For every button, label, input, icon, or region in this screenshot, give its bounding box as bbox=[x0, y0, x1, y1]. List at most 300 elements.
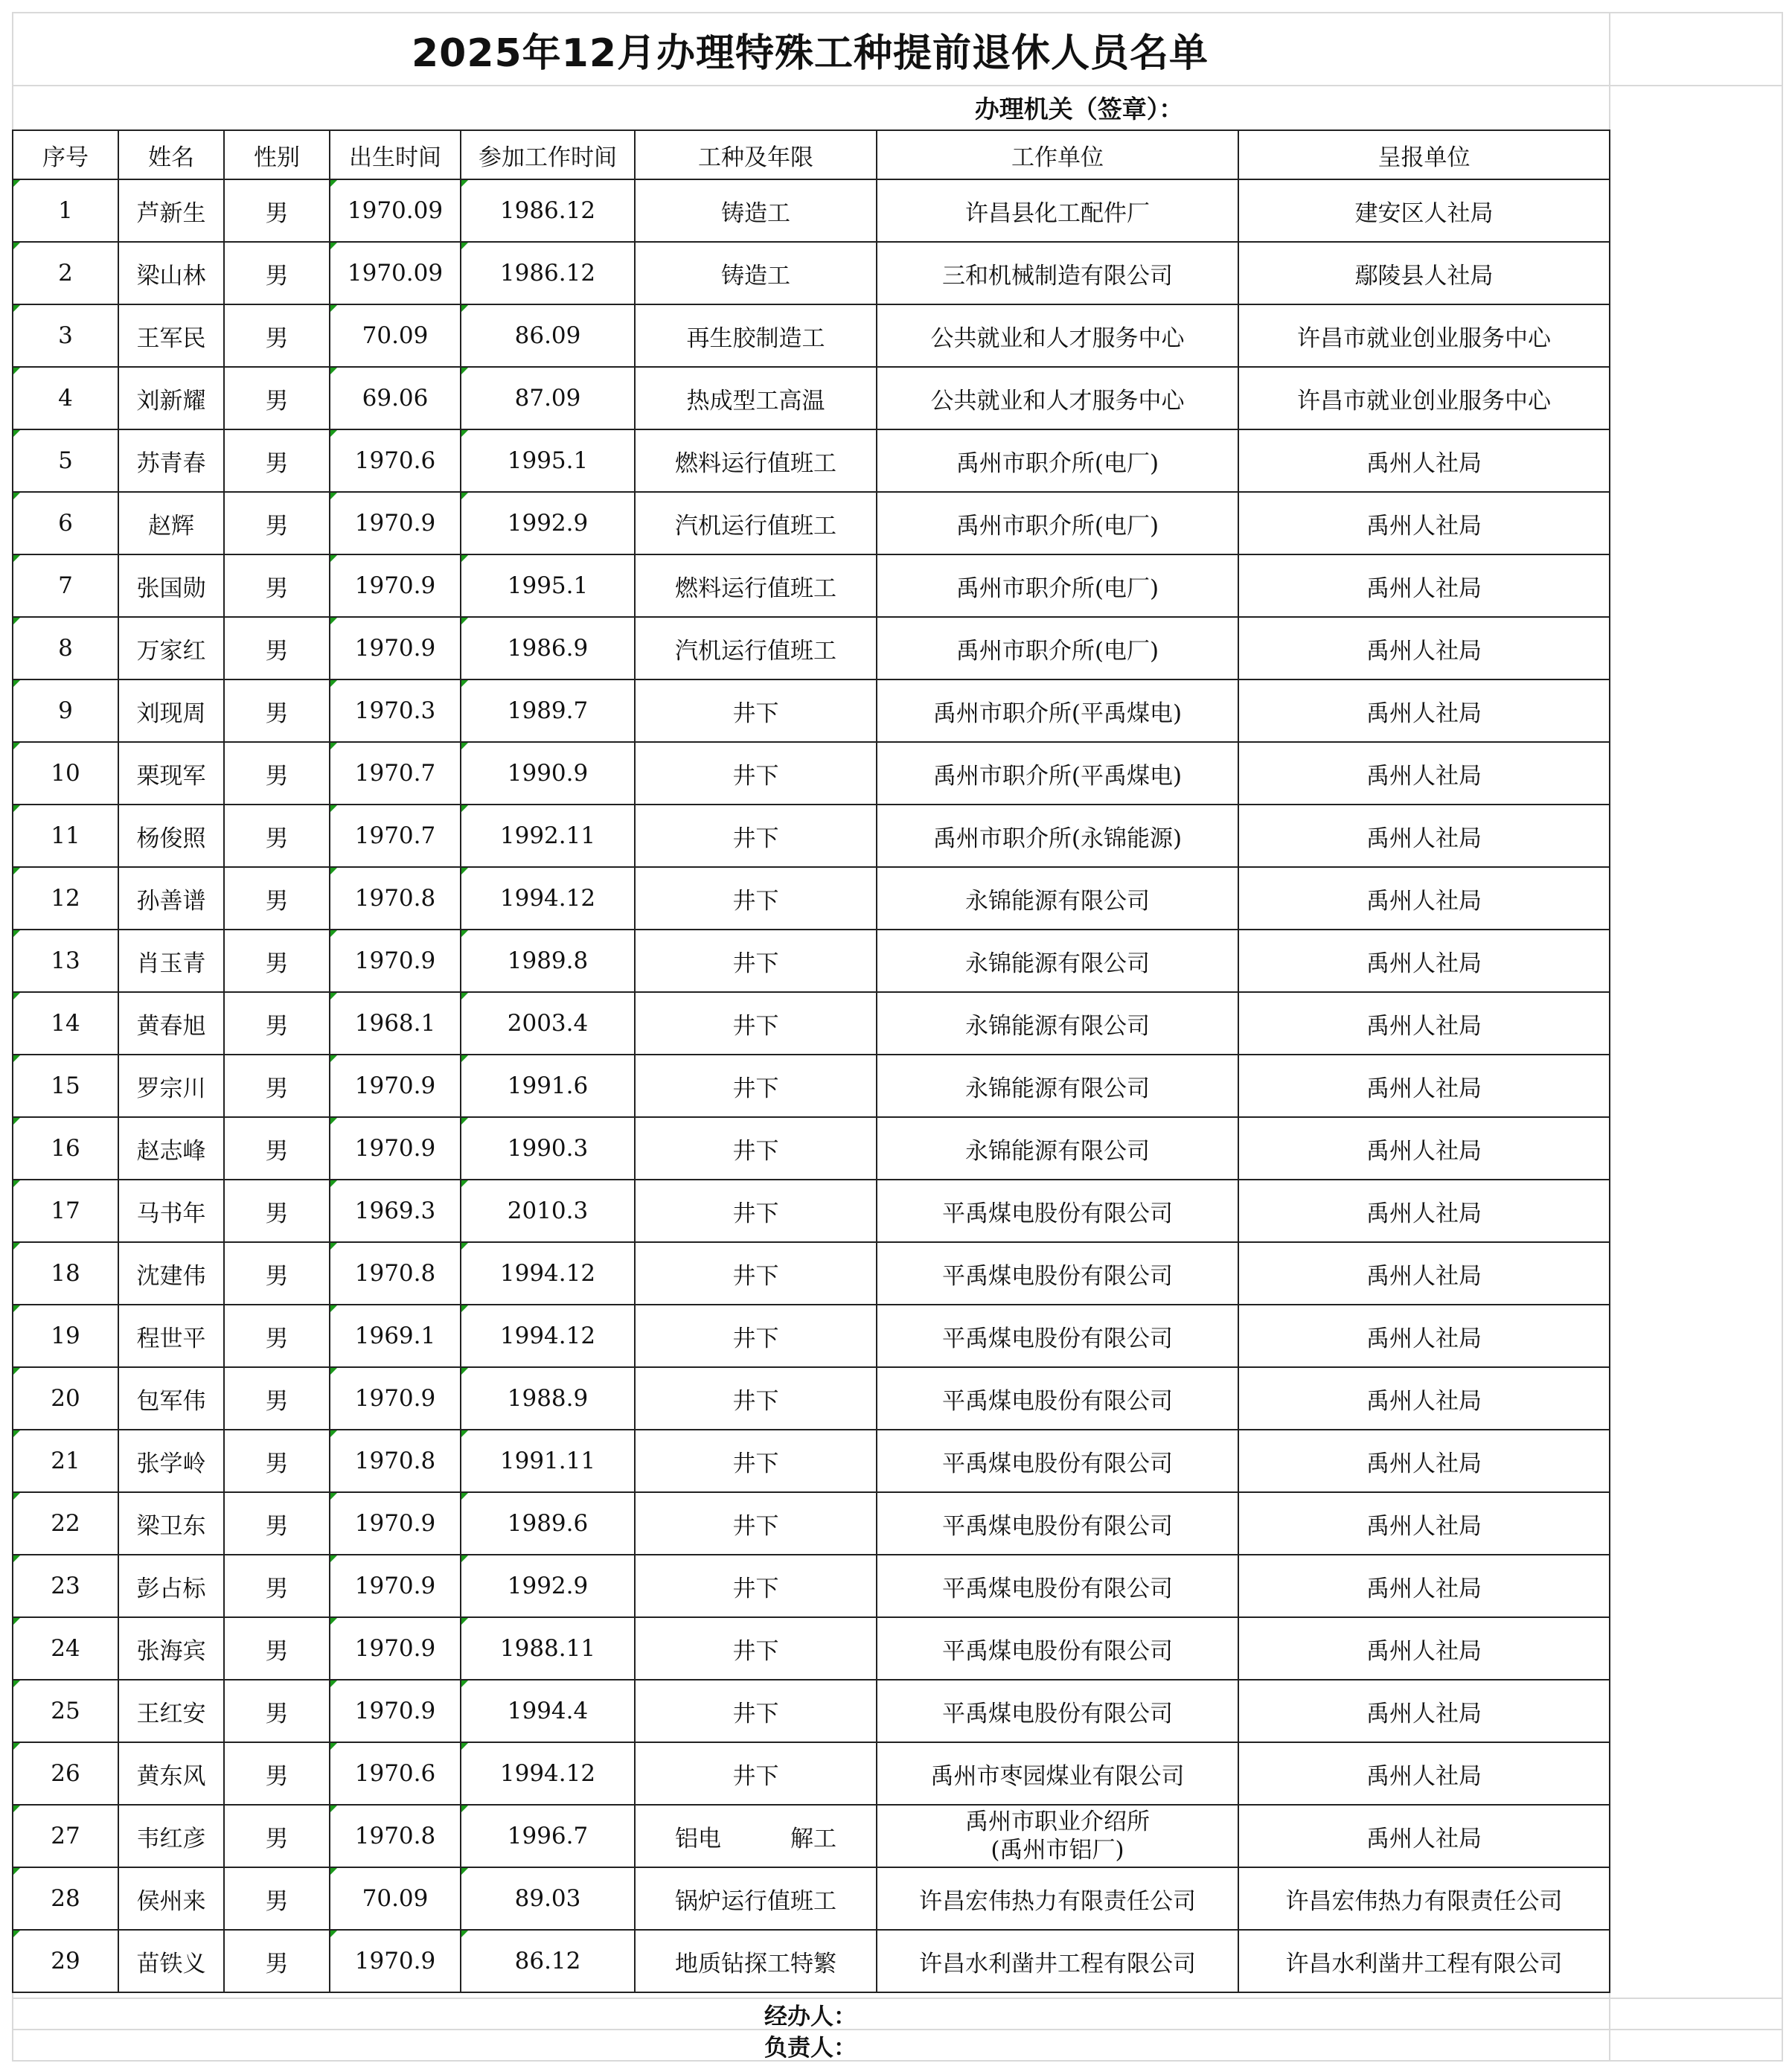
cell-marker-icon bbox=[330, 1743, 337, 1750]
cell-name: 黄春旭 bbox=[118, 992, 224, 1055]
cell-birth: 1970.9 bbox=[330, 1680, 461, 1742]
cell-gender: 男 bbox=[224, 367, 330, 429]
cell-marker-icon bbox=[461, 993, 468, 1000]
cell-birth: 1969.3 bbox=[330, 1180, 461, 1242]
cell-index: 17 bbox=[13, 1180, 118, 1242]
cell-birth: 1970.8 bbox=[330, 1242, 461, 1305]
cell-name: 刘现周 bbox=[118, 679, 224, 742]
cell-birth: 1970.9 bbox=[330, 1492, 461, 1555]
cell-marker-icon bbox=[461, 868, 468, 874]
cell-name: 包军伟 bbox=[118, 1367, 224, 1430]
cell-work-start: 86.12 bbox=[461, 1930, 635, 1992]
cell-marker-icon bbox=[330, 1931, 337, 1937]
table-row bbox=[13, 992, 1610, 1055]
cell-name: 万家红 bbox=[118, 617, 224, 679]
cell-marker-icon bbox=[461, 1555, 468, 1562]
cell-index: 16 bbox=[13, 1117, 118, 1180]
cell-work-start: 1989.6 bbox=[461, 1492, 635, 1555]
table-row bbox=[13, 1930, 1610, 1992]
table-row bbox=[13, 1617, 1610, 1680]
cell-marker-icon bbox=[330, 1555, 337, 1562]
cell-marker-icon bbox=[461, 1180, 468, 1187]
cell-birth: 1970.9 bbox=[330, 1367, 461, 1430]
cell-marker-icon bbox=[13, 305, 20, 312]
cell-marker-icon bbox=[330, 180, 337, 187]
handler-label: 经办人： bbox=[764, 2003, 857, 2030]
cell-gender: 男 bbox=[224, 242, 330, 304]
cell-gender: 男 bbox=[224, 1867, 330, 1930]
cell-marker-icon bbox=[330, 868, 337, 874]
cell-marker-icon bbox=[461, 930, 468, 937]
cell-index: 25 bbox=[13, 1680, 118, 1742]
cell-report-unit: 禹州人社局 bbox=[1238, 1305, 1610, 1367]
table-row bbox=[13, 492, 1610, 554]
cell-marker-icon bbox=[13, 368, 20, 374]
cell-marker-icon bbox=[461, 430, 468, 437]
cell-marker-icon bbox=[13, 1680, 20, 1687]
cell-name: 程世平 bbox=[118, 1305, 224, 1367]
cell-gender: 男 bbox=[224, 1680, 330, 1742]
cell-name: 赵志峰 bbox=[118, 1117, 224, 1180]
table-row bbox=[13, 1055, 1610, 1117]
cell-name: 侯州来 bbox=[118, 1867, 224, 1930]
cell-name: 杨俊照 bbox=[118, 805, 224, 867]
cell-marker-icon bbox=[13, 1806, 20, 1812]
cell-work-unit: 平禹煤电股份有限公司 bbox=[877, 1492, 1238, 1555]
cell-job-type: 铝电 解工 bbox=[635, 1805, 877, 1867]
cell-job-type: 汽机运行值班工 bbox=[635, 617, 877, 679]
cell-marker-icon bbox=[330, 1368, 337, 1375]
cell-index: 26 bbox=[13, 1742, 118, 1805]
cell-gender: 男 bbox=[224, 930, 330, 992]
cell-marker-icon bbox=[13, 1868, 20, 1875]
cell-job-type: 燃料运行值班工 bbox=[635, 429, 877, 492]
cell-gender: 男 bbox=[224, 1492, 330, 1555]
table-row bbox=[13, 805, 1610, 867]
cell-marker-icon bbox=[461, 1243, 468, 1250]
cell-index: 5 bbox=[13, 429, 118, 492]
cell-birth: 1970.9 bbox=[330, 1930, 461, 1992]
cell-index: 21 bbox=[13, 1430, 118, 1492]
cell-report-unit: 禹州人社局 bbox=[1238, 742, 1610, 805]
cell-work-unit: 永锦能源有限公司 bbox=[877, 992, 1238, 1055]
cell-work-unit: 禹州市职业介绍所 (禹州市铝厂) bbox=[877, 1805, 1238, 1867]
cell-birth: 1970.7 bbox=[330, 805, 461, 867]
table-header-row bbox=[13, 130, 1610, 179]
cell-report-unit: 禹州人社局 bbox=[1238, 617, 1610, 679]
cell-job-type: 井下 bbox=[635, 1305, 877, 1367]
cell-gender: 男 bbox=[224, 805, 330, 867]
cell-marker-icon bbox=[13, 1368, 20, 1375]
table-row bbox=[13, 554, 1610, 617]
cell-job-type: 热成型工高温 bbox=[635, 367, 877, 429]
cell-marker-icon bbox=[13, 868, 20, 874]
cell-work-unit: 平禹煤电股份有限公司 bbox=[877, 1555, 1238, 1617]
cell-work-start: 1990.9 bbox=[461, 742, 635, 805]
table-row bbox=[13, 1805, 1610, 1867]
table-row bbox=[13, 1180, 1610, 1242]
cell-birth: 1970.6 bbox=[330, 1742, 461, 1805]
cell-marker-icon bbox=[330, 555, 337, 562]
cell-marker-icon bbox=[13, 805, 20, 812]
cell-work-unit: 禹州市职介所(电厂) bbox=[877, 617, 1238, 679]
cell-job-type: 燃料运行值班工 bbox=[635, 554, 877, 617]
cell-work-unit: 许昌县化工配件厂 bbox=[877, 179, 1238, 242]
cell-work-unit: 平禹煤电股份有限公司 bbox=[877, 1430, 1238, 1492]
cell-marker-icon bbox=[461, 618, 468, 624]
column-header: 出生时间 bbox=[330, 130, 461, 179]
cell-index: 20 bbox=[13, 1367, 118, 1430]
cell-work-start: 1986.9 bbox=[461, 617, 635, 679]
cell-work-start: 1990.3 bbox=[461, 1117, 635, 1180]
cell-report-unit: 禹州人社局 bbox=[1238, 492, 1610, 554]
cell-gender: 男 bbox=[224, 1367, 330, 1430]
cell-work-start: 1994.12 bbox=[461, 1242, 635, 1305]
cell-job-type: 铸造工 bbox=[635, 179, 877, 242]
cell-marker-icon bbox=[13, 743, 20, 749]
grid-line bbox=[12, 2060, 1783, 2062]
cell-work-unit: 禹州市枣园煤业有限公司 bbox=[877, 1742, 1238, 1805]
cell-report-unit: 禹州人社局 bbox=[1238, 805, 1610, 867]
cell-index: 3 bbox=[13, 304, 118, 367]
cell-index: 1 bbox=[13, 179, 118, 242]
cell-report-unit: 禹州人社局 bbox=[1238, 1805, 1610, 1867]
cell-marker-icon bbox=[330, 493, 337, 499]
cell-work-start: 1994.4 bbox=[461, 1680, 635, 1742]
cell-name: 张学岭 bbox=[118, 1430, 224, 1492]
cell-marker-icon bbox=[330, 743, 337, 749]
cell-index: 8 bbox=[13, 617, 118, 679]
cell-index: 18 bbox=[13, 1242, 118, 1305]
cell-job-type: 井下 bbox=[635, 930, 877, 992]
cell-work-start: 1992.11 bbox=[461, 805, 635, 867]
cell-name: 彭占标 bbox=[118, 1555, 224, 1617]
cell-marker-icon bbox=[13, 243, 20, 249]
cell-marker-icon bbox=[461, 1868, 468, 1875]
cell-gender: 男 bbox=[224, 1180, 330, 1242]
cell-marker-icon bbox=[330, 1806, 337, 1812]
cell-marker-icon bbox=[461, 1493, 468, 1500]
cell-gender: 男 bbox=[224, 1242, 330, 1305]
cell-index: 11 bbox=[13, 805, 118, 867]
cell-job-type: 井下 bbox=[635, 1555, 877, 1617]
cell-work-unit: 公共就业和人才服务中心 bbox=[877, 367, 1238, 429]
cell-birth: 1970.9 bbox=[330, 1055, 461, 1117]
cell-marker-icon bbox=[461, 1305, 468, 1312]
cell-work-start: 1986.12 bbox=[461, 179, 635, 242]
cell-work-unit: 平禹煤电股份有限公司 bbox=[877, 1305, 1238, 1367]
cell-marker-icon bbox=[13, 1180, 20, 1187]
cell-work-start: 1994.12 bbox=[461, 1305, 635, 1367]
cell-marker-icon bbox=[461, 743, 468, 749]
cell-report-unit: 禹州人社局 bbox=[1238, 1680, 1610, 1742]
cell-job-type: 井下 bbox=[635, 1055, 877, 1117]
cell-work-start: 2003.4 bbox=[461, 992, 635, 1055]
table-row bbox=[13, 1742, 1610, 1805]
cell-index: 9 bbox=[13, 679, 118, 742]
cell-name: 梁山林 bbox=[118, 242, 224, 304]
cell-name: 张海宾 bbox=[118, 1617, 224, 1680]
cell-job-type: 井下 bbox=[635, 1492, 877, 1555]
column-header: 呈报单位 bbox=[1238, 130, 1610, 179]
cell-marker-icon bbox=[13, 680, 20, 687]
cell-marker-icon bbox=[330, 680, 337, 687]
cell-job-type: 井下 bbox=[635, 867, 877, 930]
cell-marker-icon bbox=[330, 1680, 337, 1687]
cell-marker-icon bbox=[330, 930, 337, 937]
cell-work-unit: 平禹煤电股份有限公司 bbox=[877, 1617, 1238, 1680]
cell-index: 24 bbox=[13, 1617, 118, 1680]
cell-name: 王军民 bbox=[118, 304, 224, 367]
cell-marker-icon bbox=[13, 618, 20, 624]
cell-name: 芦新生 bbox=[118, 179, 224, 242]
cell-job-type: 井下 bbox=[635, 1367, 877, 1430]
table-row bbox=[13, 1117, 1610, 1180]
cell-marker-icon bbox=[330, 1055, 337, 1062]
cell-work-unit: 许昌宏伟热力有限责任公司 bbox=[877, 1867, 1238, 1930]
cell-work-start: 1992.9 bbox=[461, 1555, 635, 1617]
cell-work-unit: 平禹煤电股份有限公司 bbox=[877, 1680, 1238, 1742]
cell-marker-icon bbox=[330, 430, 337, 437]
cell-index: 2 bbox=[13, 242, 118, 304]
cell-name: 梁卫东 bbox=[118, 1492, 224, 1555]
cell-index: 22 bbox=[13, 1492, 118, 1555]
cell-marker-icon bbox=[13, 493, 20, 499]
cell-marker-icon bbox=[13, 1118, 20, 1125]
cell-name: 栗现军 bbox=[118, 742, 224, 805]
cell-work-start: 1986.12 bbox=[461, 242, 635, 304]
table-row bbox=[13, 429, 1610, 492]
cell-report-unit: 禹州人社局 bbox=[1238, 1180, 1610, 1242]
cell-marker-icon bbox=[13, 555, 20, 562]
cell-name: 赵辉 bbox=[118, 492, 224, 554]
cell-marker-icon bbox=[461, 1680, 468, 1687]
table-row bbox=[13, 679, 1610, 742]
cell-index: 7 bbox=[13, 554, 118, 617]
cell-gender: 男 bbox=[224, 1055, 330, 1117]
cell-job-type: 井下 bbox=[635, 1617, 877, 1680]
cell-marker-icon bbox=[461, 805, 468, 812]
table-row bbox=[13, 930, 1610, 992]
cell-marker-icon bbox=[330, 1868, 337, 1875]
cell-marker-icon bbox=[461, 243, 468, 249]
cell-work-unit: 公共就业和人才服务中心 bbox=[877, 304, 1238, 367]
cell-index: 28 bbox=[13, 1867, 118, 1930]
cell-birth: 70.09 bbox=[330, 1867, 461, 1930]
cell-birth: 70.09 bbox=[330, 304, 461, 367]
cell-work-unit: 禹州市职介所(永锦能源) bbox=[877, 805, 1238, 867]
cell-index: 12 bbox=[13, 867, 118, 930]
cell-work-start: 1996.7 bbox=[461, 1805, 635, 1867]
cell-report-unit: 许昌水利凿井工程有限公司 bbox=[1238, 1930, 1610, 1992]
cell-marker-icon bbox=[330, 618, 337, 624]
cell-marker-icon bbox=[13, 1743, 20, 1750]
cell-job-type: 井下 bbox=[635, 1242, 877, 1305]
cell-report-unit: 禹州人社局 bbox=[1238, 1242, 1610, 1305]
cell-work-start: 1995.1 bbox=[461, 554, 635, 617]
cell-job-type: 井下 bbox=[635, 1430, 877, 1492]
cell-work-unit: 三和机械制造有限公司 bbox=[877, 242, 1238, 304]
column-header: 参加工作时间 bbox=[461, 130, 635, 179]
cell-index: 15 bbox=[13, 1055, 118, 1117]
cell-marker-icon bbox=[13, 1555, 20, 1562]
table-row bbox=[13, 1430, 1610, 1492]
cell-job-type: 铸造工 bbox=[635, 242, 877, 304]
cell-job-type: 地质钻探工特繁 bbox=[635, 1930, 877, 1992]
cell-marker-icon bbox=[330, 993, 337, 1000]
cell-index: 4 bbox=[13, 367, 118, 429]
page-title: 2025年12月办理特殊工种提前退休人员名单 bbox=[411, 31, 1209, 76]
cell-birth: 1970.09 bbox=[330, 179, 461, 242]
cell-report-unit: 禹州人社局 bbox=[1238, 429, 1610, 492]
table-row bbox=[13, 742, 1610, 805]
column-header: 工种及年限 bbox=[635, 130, 877, 179]
cell-gender: 男 bbox=[224, 617, 330, 679]
cell-work-start: 1988.11 bbox=[461, 1617, 635, 1680]
cell-marker-icon bbox=[330, 1305, 337, 1312]
cell-birth: 69.06 bbox=[330, 367, 461, 429]
cell-job-type: 井下 bbox=[635, 1680, 877, 1742]
cell-index: 19 bbox=[13, 1305, 118, 1367]
cell-work-start: 1991.6 bbox=[461, 1055, 635, 1117]
cell-marker-icon bbox=[461, 305, 468, 312]
cell-name: 黄东风 bbox=[118, 1742, 224, 1805]
table-row bbox=[13, 1367, 1610, 1430]
cell-birth: 1970.9 bbox=[330, 1117, 461, 1180]
cell-birth: 1970.8 bbox=[330, 1805, 461, 1867]
cell-work-start: 1992.9 bbox=[461, 492, 635, 554]
cell-job-type: 井下 bbox=[635, 679, 877, 742]
table-row bbox=[13, 1242, 1610, 1305]
cell-work-start: 1988.9 bbox=[461, 1367, 635, 1430]
cell-name: 张国勋 bbox=[118, 554, 224, 617]
cell-work-unit: 禹州市职介所(电厂) bbox=[877, 429, 1238, 492]
cell-birth: 1969.1 bbox=[330, 1305, 461, 1367]
cell-name: 王红安 bbox=[118, 1680, 224, 1742]
cell-marker-icon bbox=[13, 1055, 20, 1062]
cell-birth: 1970.9 bbox=[330, 617, 461, 679]
cell-job-type: 汽机运行值班工 bbox=[635, 492, 877, 554]
cell-work-unit: 禹州市职介所(平禹煤电) bbox=[877, 679, 1238, 742]
cell-report-unit: 禹州人社局 bbox=[1238, 992, 1610, 1055]
cell-job-type: 再生胶制造工 bbox=[635, 304, 877, 367]
cell-name: 马书年 bbox=[118, 1180, 224, 1242]
cell-birth: 1970.09 bbox=[330, 242, 461, 304]
cell-gender: 男 bbox=[224, 679, 330, 742]
cell-index: 14 bbox=[13, 992, 118, 1055]
cell-work-unit: 平禹煤电股份有限公司 bbox=[877, 1367, 1238, 1430]
cell-birth: 1970.9 bbox=[330, 930, 461, 992]
cell-work-start: 89.03 bbox=[461, 1867, 635, 1930]
cell-report-unit: 禹州人社局 bbox=[1238, 930, 1610, 992]
table-row bbox=[13, 304, 1610, 367]
cell-work-unit: 许昌水利凿井工程有限公司 bbox=[877, 1930, 1238, 1992]
cell-birth: 1970.9 bbox=[330, 492, 461, 554]
cell-work-start: 1994.12 bbox=[461, 1742, 635, 1805]
cell-job-type: 锅炉运行值班工 bbox=[635, 1867, 877, 1930]
cell-index: 10 bbox=[13, 742, 118, 805]
cell-marker-icon bbox=[461, 368, 468, 374]
cell-marker-icon bbox=[461, 1430, 468, 1437]
cell-work-start: 87.09 bbox=[461, 367, 635, 429]
cell-index: 27 bbox=[13, 1805, 118, 1867]
cell-index: 23 bbox=[13, 1555, 118, 1617]
retiree-table bbox=[12, 129, 1610, 1993]
cell-birth: 1970.9 bbox=[330, 554, 461, 617]
cell-job-type: 井下 bbox=[635, 742, 877, 805]
column-header: 工作单位 bbox=[877, 130, 1238, 179]
cell-index: 6 bbox=[13, 492, 118, 554]
cell-report-unit: 禹州人社局 bbox=[1238, 1055, 1610, 1117]
cell-birth: 1970.8 bbox=[330, 867, 461, 930]
cell-birth: 1970.3 bbox=[330, 679, 461, 742]
cell-report-unit: 许昌市就业创业服务中心 bbox=[1238, 304, 1610, 367]
cell-marker-icon bbox=[330, 305, 337, 312]
cell-marker-icon bbox=[13, 180, 20, 187]
column-header: 序号 bbox=[13, 130, 118, 179]
cell-birth: 1970.9 bbox=[330, 1555, 461, 1617]
cell-report-unit: 禹州人社局 bbox=[1238, 554, 1610, 617]
cell-marker-icon bbox=[13, 430, 20, 437]
cell-job-type: 井下 bbox=[635, 1117, 877, 1180]
cell-gender: 男 bbox=[224, 992, 330, 1055]
cell-gender: 男 bbox=[224, 1930, 330, 1992]
cell-report-unit: 禹州人社局 bbox=[1238, 1617, 1610, 1680]
cell-report-unit: 鄢陵县人社局 bbox=[1238, 242, 1610, 304]
cell-marker-icon bbox=[461, 1931, 468, 1937]
cell-gender: 男 bbox=[224, 1117, 330, 1180]
table-row bbox=[13, 1305, 1610, 1367]
cell-birth: 1970.6 bbox=[330, 429, 461, 492]
cell-work-unit: 平禹煤电股份有限公司 bbox=[877, 1242, 1238, 1305]
cell-marker-icon bbox=[330, 1180, 337, 1187]
cell-marker-icon bbox=[330, 243, 337, 249]
cell-work-unit: 禹州市职介所(电厂) bbox=[877, 492, 1238, 554]
table-row bbox=[13, 242, 1610, 304]
column-header: 性别 bbox=[224, 130, 330, 179]
cell-marker-icon bbox=[461, 1618, 468, 1625]
cell-report-unit: 许昌宏伟热力有限责任公司 bbox=[1238, 1867, 1610, 1930]
cell-marker-icon bbox=[330, 1118, 337, 1125]
table-row bbox=[13, 367, 1610, 429]
cell-marker-icon bbox=[330, 1618, 337, 1625]
table-row bbox=[13, 1492, 1610, 1555]
cell-report-unit: 禹州人社局 bbox=[1238, 1367, 1610, 1430]
responsible-label: 负责人： bbox=[764, 2034, 857, 2062]
table-row bbox=[13, 1680, 1610, 1742]
cell-work-start: 1995.1 bbox=[461, 429, 635, 492]
cell-work-unit: 永锦能源有限公司 bbox=[877, 867, 1238, 930]
cell-work-start: 1994.12 bbox=[461, 867, 635, 930]
cell-marker-icon bbox=[13, 930, 20, 937]
cell-gender: 男 bbox=[224, 492, 330, 554]
cell-marker-icon bbox=[461, 1055, 468, 1062]
cell-marker-icon bbox=[461, 555, 468, 562]
cell-marker-icon bbox=[13, 1618, 20, 1625]
cell-birth: 1970.9 bbox=[330, 1617, 461, 1680]
cell-report-unit: 建安区人社局 bbox=[1238, 179, 1610, 242]
cell-birth: 1968.1 bbox=[330, 992, 461, 1055]
cell-report-unit: 禹州人社局 bbox=[1238, 1742, 1610, 1805]
cell-work-unit: 禹州市职介所(电厂) bbox=[877, 554, 1238, 617]
cell-work-start: 1991.11 bbox=[461, 1430, 635, 1492]
cell-gender: 男 bbox=[224, 867, 330, 930]
cell-job-type: 井下 bbox=[635, 1742, 877, 1805]
cell-marker-icon bbox=[13, 1430, 20, 1437]
cell-marker-icon bbox=[330, 805, 337, 812]
cell-gender: 男 bbox=[224, 1430, 330, 1492]
cell-marker-icon bbox=[13, 993, 20, 1000]
